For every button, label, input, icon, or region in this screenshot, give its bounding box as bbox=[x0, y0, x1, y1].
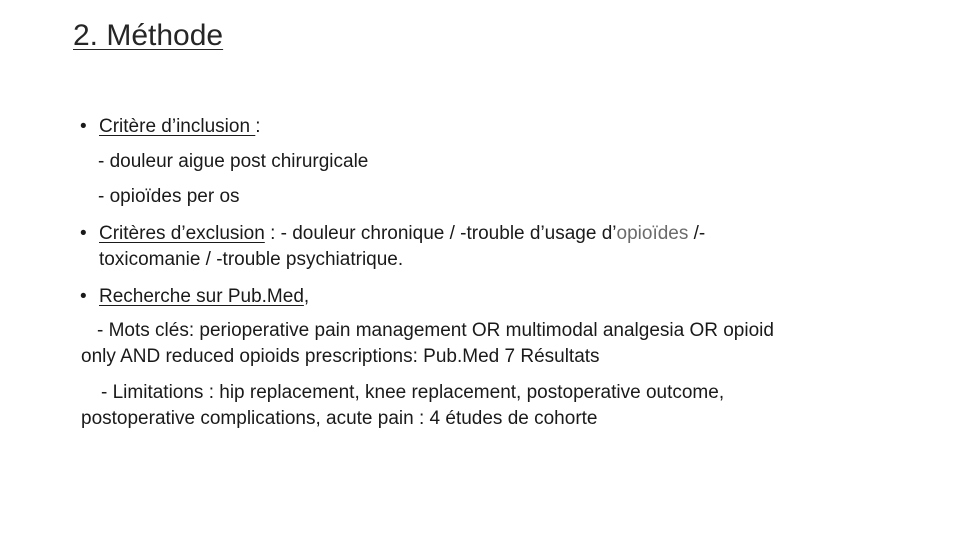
inclusion-heading-line bbox=[99, 115, 261, 139]
exclusion-text-b: /- bbox=[688, 223, 706, 244]
search-heading: Recherche sur Pub.Med bbox=[99, 286, 304, 307]
inclusion-item-1: - douleur aigue post chirurgicale bbox=[98, 151, 369, 172]
search-trailing: , bbox=[303, 286, 310, 307]
inclusion-colon: : bbox=[255, 116, 261, 137]
inclusion-item-2: - opioïdes per os bbox=[98, 186, 240, 207]
search-heading-line bbox=[99, 285, 309, 309]
limits-line-2: postoperative complications, acute pain : 4 études de cohorte bbox=[81, 408, 598, 429]
bullet-inclusion: • bbox=[80, 116, 87, 137]
exclusion-line-1 bbox=[99, 222, 705, 246]
bullet-search: • bbox=[80, 286, 87, 307]
bullet-exclusion: • bbox=[80, 223, 87, 244]
keywords-line-2: only AND reduced opioids prescriptions: Pub.Med 7 Résultats bbox=[81, 346, 600, 367]
inclusion-heading: Critère d’inclusion bbox=[99, 116, 256, 137]
exclusion-highlight: opioïdes bbox=[616, 223, 689, 244]
exclusion-line-2: toxicomanie / -trouble psychiatrique. bbox=[99, 249, 404, 270]
exclusion-heading: Critères d’exclusion bbox=[99, 223, 265, 244]
limits-line-1: - Limitations : hip replacement, knee replacement, postoperative outcome, bbox=[101, 382, 725, 403]
keywords-line-1: - Mots clés: perioperative pain management OR multimodal analgesia OR opioid bbox=[97, 320, 774, 341]
exclusion-text-a: : - douleur chronique / -trouble d’usage d’ bbox=[264, 223, 617, 244]
slide-title: 2. Méthode bbox=[73, 19, 224, 52]
